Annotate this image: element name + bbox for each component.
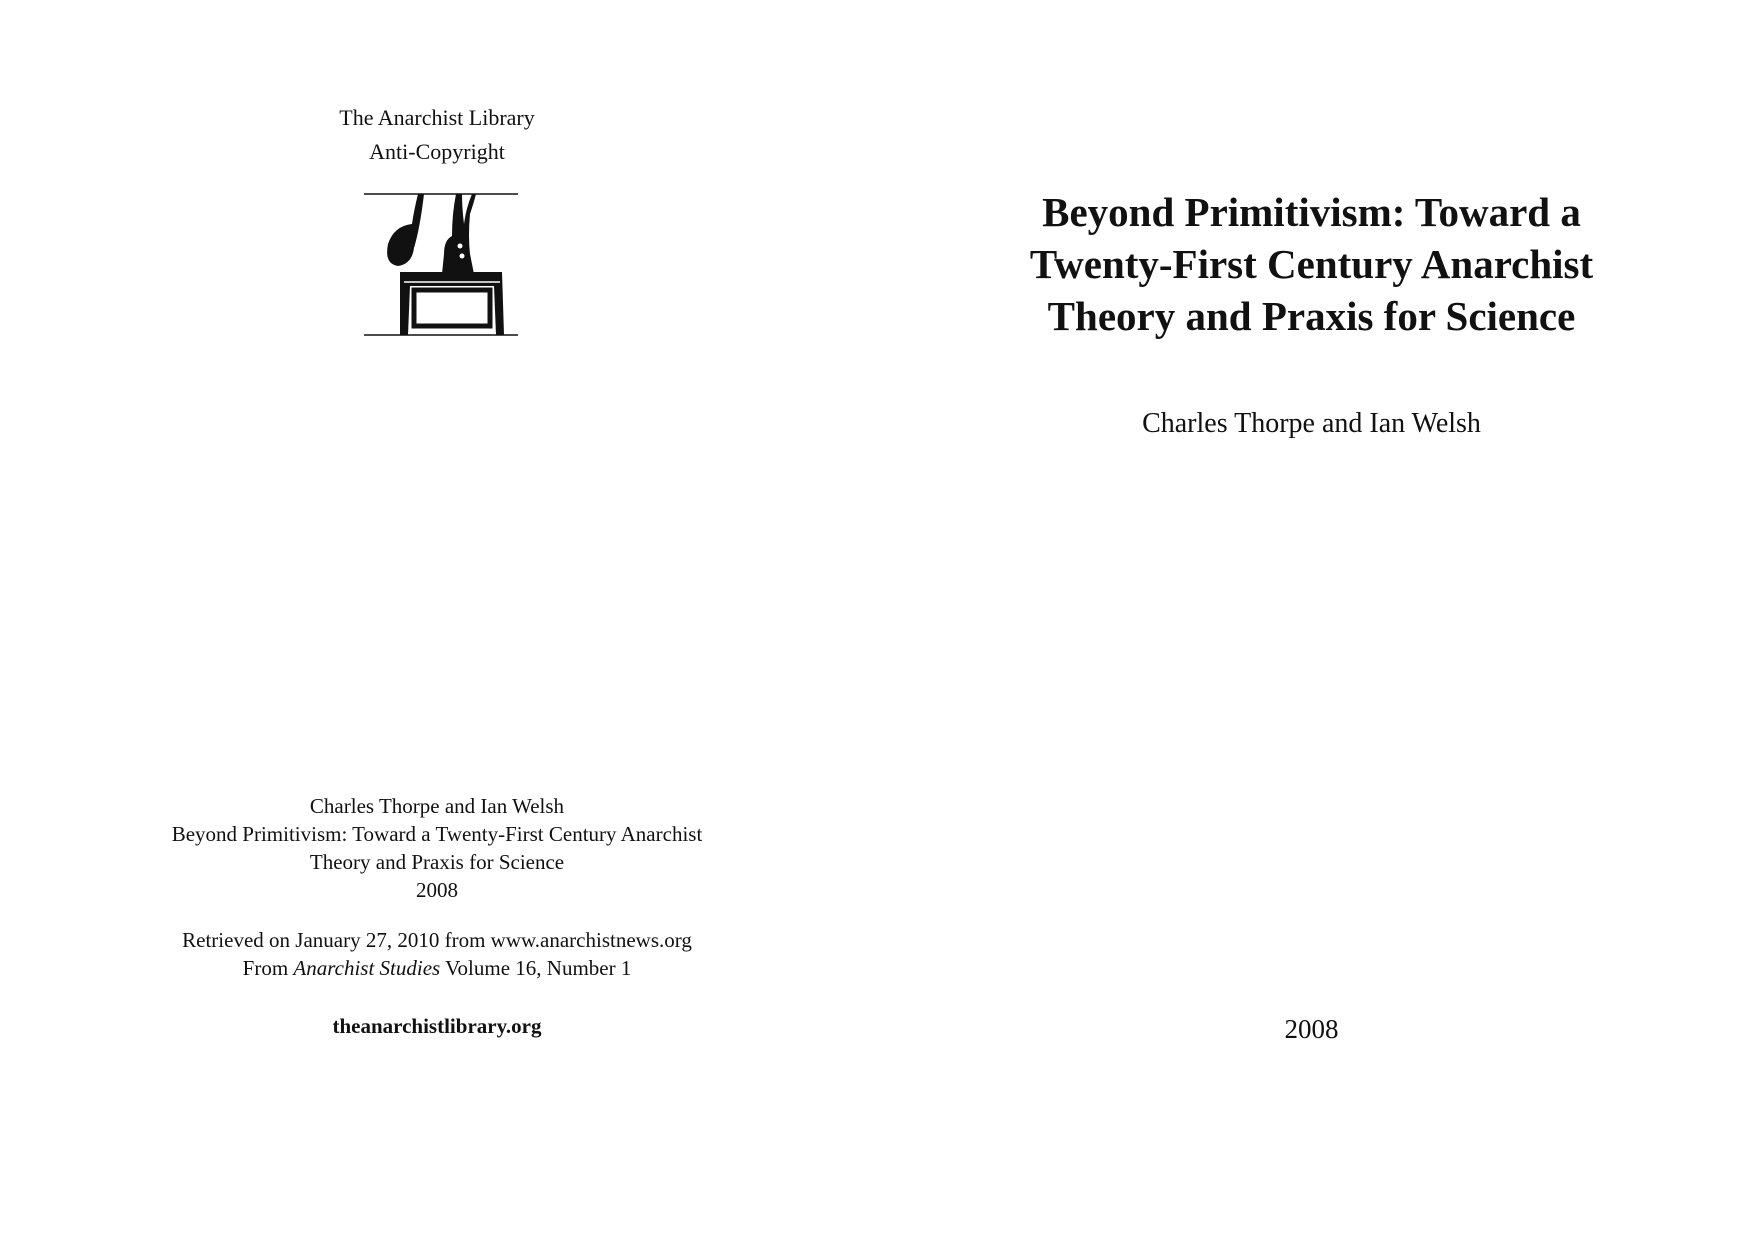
title-line-3: Theory and Praxis for Science: [1047, 293, 1576, 339]
anarchist-library-logo-icon: [364, 192, 518, 338]
document-author: Charles Thorpe and Ian Welsh: [1142, 408, 1481, 439]
title-line-1: Beyond Primitivism: Toward a: [1042, 189, 1581, 235]
library-website: theanarchistlibrary.org: [332, 1014, 542, 1038]
colophon-title-line-1: Beyond Primitivism: Toward a Twenty-First Century Anarchist: [171, 822, 703, 846]
title-line-2: Twenty-First Century Anarchist: [1029, 241, 1594, 287]
colophon-title-line-2: Theory and Praxis for Science: [309, 850, 565, 874]
license-text: Anti-Copyright: [369, 139, 505, 164]
retrieved-note: Retrieved on January 27, 2010 from www.anarchistnews.org: [182, 928, 692, 952]
source-journal: Anarchist Studies: [293, 956, 441, 980]
colophon-year: 2008: [416, 878, 458, 902]
document-title: [874, 186, 1749, 342]
source-prefix: From: [242, 956, 294, 980]
library-name: The Anarchist Library: [339, 105, 535, 130]
source-note: [0, 954, 874, 982]
title-page: [874, 0, 1749, 1241]
source-suffix: Volume 16, Number 1: [440, 956, 632, 980]
document-year: 2008: [1284, 1014, 1339, 1044]
back-page: [0, 0, 874, 1241]
colophon: [0, 792, 874, 982]
colophon-author: Charles Thorpe and Ian Welsh: [309, 794, 565, 818]
